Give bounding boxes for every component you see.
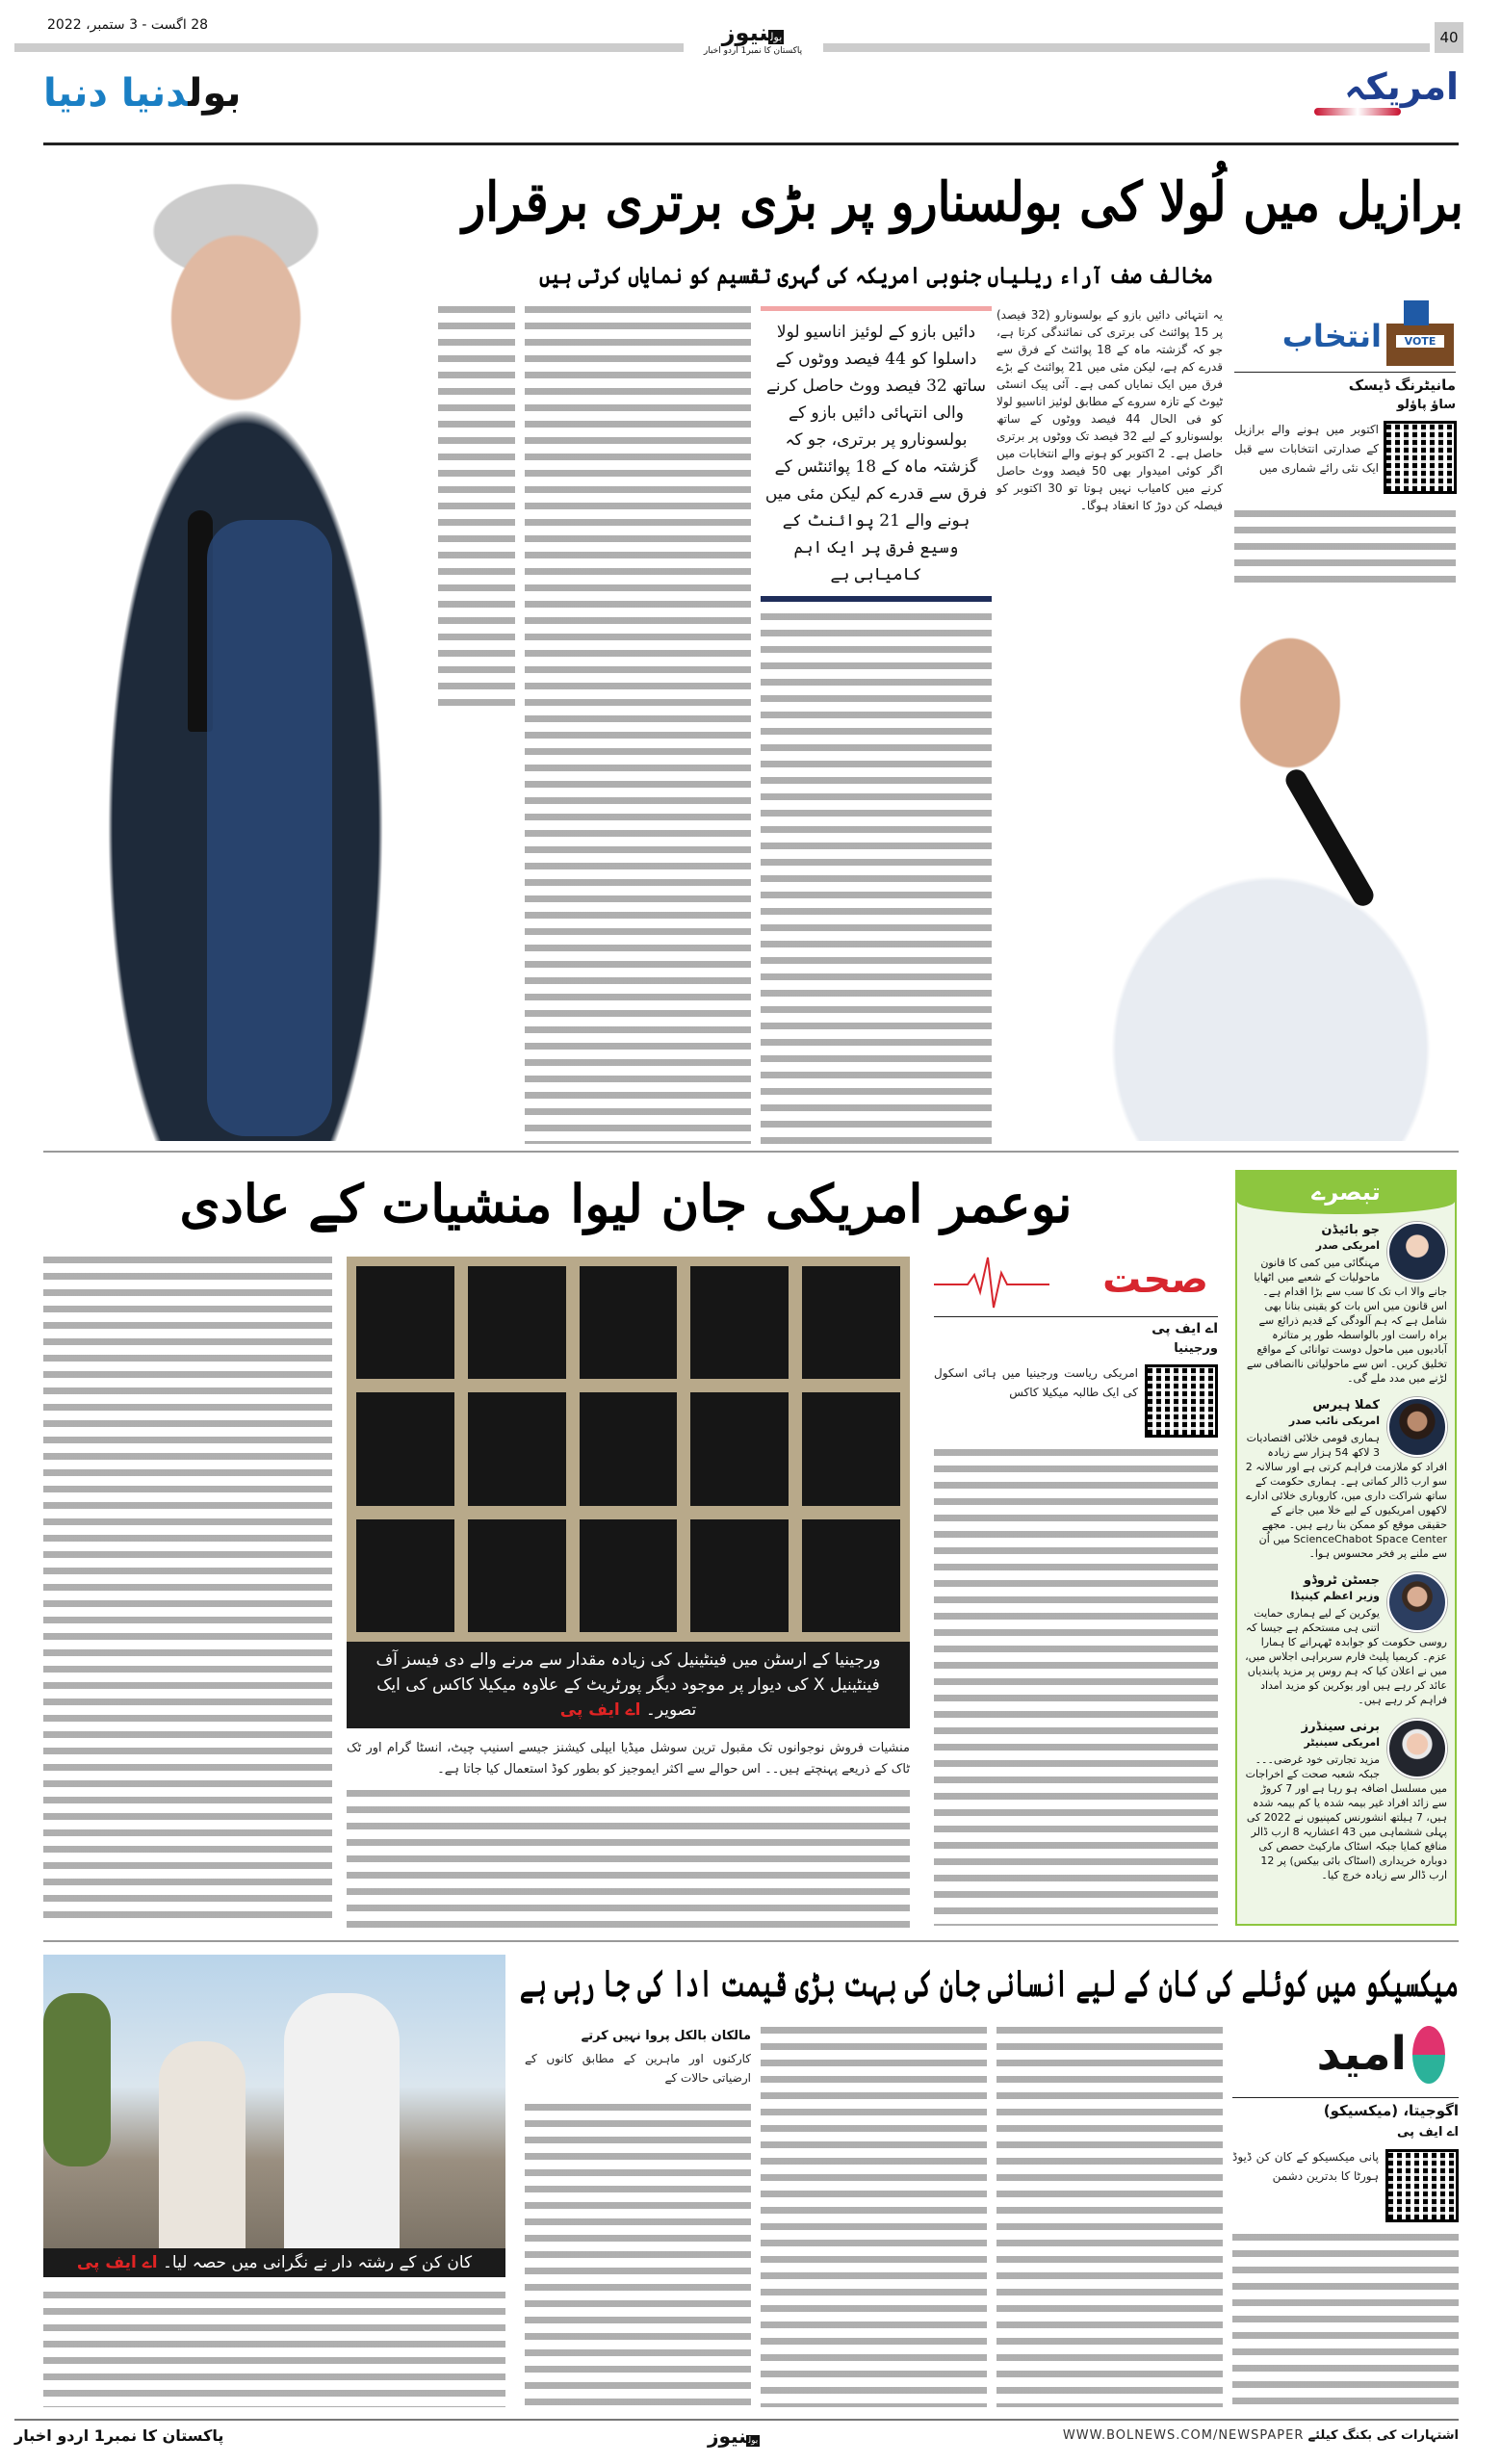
issue-date: 28 اگست - 3 ستمبر، 2022 — [43, 17, 212, 33]
masthead-logo — [686, 19, 820, 56]
section-rule — [43, 143, 1459, 145]
ballot-box-icon — [1386, 324, 1454, 366]
header-bar-left — [14, 43, 684, 52]
person-name: جو بائیڈن — [1321, 1223, 1380, 1237]
footer-logo — [708, 2425, 760, 2448]
vote-logo — [1252, 300, 1456, 368]
vote-label: VOTE — [1396, 335, 1444, 348]
pull-quote: دائیں بازو کے لوئیز اناسیو لولا داسلوا کو 44 فیصد ووٹوں کے ساتھ 32 فیصد ووٹ حاصل کرنے والی انتہائی دائیں بازو کے بولسونارو پر برتری، جو کہ گزشتہ ماہ کے 18 پوائنٹس کے فرق سے قدرے کم لیکن مئی میں ہونے والے 21 پوائنٹ کے وسیع فرق پر ایک اہم کامیابی ہے — [764, 323, 988, 584]
story2-dateline: ورجینیا — [1174, 1341, 1218, 1356]
logo-badge: بول — [770, 31, 783, 43]
story3-col-5 — [525, 2104, 751, 2407]
person-name: کملا ہیرس — [1312, 1398, 1380, 1413]
person-name: برنی سینڈرز — [1301, 1720, 1380, 1734]
story3-dateline: اگوجیتا، (میکسیکو) — [1323, 2102, 1459, 2119]
section-logo-dunya — [43, 69, 241, 117]
umeed-logo — [1252, 2022, 1449, 2089]
story3-col-2 — [1232, 2234, 1459, 2407]
avatar — [1387, 1222, 1447, 1282]
health-logo — [934, 1254, 1218, 1311]
story1-col-4 — [525, 306, 751, 1144]
comments-title-banner — [1237, 1172, 1455, 1214]
story3-headline: میکسیکو میں کوئلے کی کان کے لیے انسانی جان کی بہت بڑی قیمت ادا کی جا رہی ہے — [520, 1961, 1459, 2005]
comment-harris — [1237, 1389, 1455, 1565]
comment-sanders — [1237, 1711, 1455, 1886]
logo-badge: بول — [748, 2436, 759, 2446]
mine-vigil-photo — [43, 1955, 505, 2248]
heartbeat-icon — [934, 1254, 1049, 1311]
logo-part-blue: دنیا دنیا — [43, 71, 189, 116]
story2-qr-code — [1148, 1367, 1215, 1435]
caption-credit: اے ایف پی — [76, 2253, 158, 2272]
avatar — [1387, 1397, 1447, 1457]
story3-byline: اے ایف پی — [1397, 2125, 1459, 2140]
microphone-icon — [1281, 765, 1377, 910]
footer-rule — [14, 2419, 1459, 2421]
page-number: 40 — [1435, 22, 1463, 53]
story3-subhead: مالکان بالکل پروا نہیں کرتے — [581, 2029, 751, 2043]
story1-col-3 — [761, 306, 992, 1144]
story1-qr-code — [1386, 424, 1454, 491]
story3-qr-code — [1388, 2152, 1456, 2219]
umeed-logo-text: امید — [1316, 2027, 1407, 2081]
avatar — [1387, 1572, 1447, 1632]
story3-paragraph: کارکنوں اور ماہرین کے مطابق کانوں کے ارضیاتی حالات کے — [525, 2052, 751, 2085]
byline-rule — [1234, 372, 1456, 373]
masthead-tagline: پاکستان کا نمبر1 اردو اخبار — [703, 46, 803, 56]
story2-lead: امریکی ریاست ورجینیا میں ہائی اسکول کی ایک طالبہ میکیلا کاکس — [934, 1366, 1138, 1399]
story1-col-3-lines — [761, 613, 992, 1144]
person-quote: ہماری قومی خلائی اقتصادیات 3 لاکھ 54 ہزار سے زیادہ افراد کو ملازمت فراہم کرتی ہے اور سالانہ 2 سو ارب ڈالر کماتی ہے۔ ہماری حکومت کے ساتھ شراکت داری میں، کاروباری خلائی ادارے لاکھوں امریکیوں کے لیے خلا میں جانے کے حقیقی موقع کو ممکن بنا رہے ہیں۔ مجھے ScienceChabot Space Center میں اُن سے ملنے پر فخر محسوس ہوا۔ — [1245, 1432, 1447, 1560]
story2-col-3 — [934, 1449, 1218, 1926]
fentanyl-memorial-photo — [347, 1257, 910, 1642]
story1-col-5 — [438, 306, 515, 711]
lula-photo — [43, 154, 428, 1141]
person-title: امریکی نائب صدر — [1288, 1414, 1380, 1427]
person-quote: مہنگائی میں کمی کا قانون ماحولیات کے شعبے میں اٹھایا جانے والا اب تک کا سب سے بڑا اقدام ہے۔ اس قانون میں اس بات کو یقینی بنانا بھی شامل ہے کہ ہم آلودگی کے قدیم ذرائع سے براہ راست اور بالواسطہ طور پر متاثرہ آبادیوں میں ماحول دوست توانائی کے مواقع تخلیق کریں۔ اس سے ماحولیاتی ناانصافی سے لڑنے میں مدد ملے گی۔ — [1246, 1257, 1447, 1385]
person-quote: مزید تجارتی خود غرضی۔۔۔ جبکہ شعبہ صحت کے اخراجات میں مسلسل اضافہ ہو رہا ہے اور 7 کروڑ سے زائد افراد غیر بیمہ شدہ یا کم بیمہ شدہ ہیں، 7 ہیلتھ انشورنس کمپنیوں نے 2022 کی پہلی ششماہی میں 43 اعشاریہ 8 ارب ڈالر منافع کمایا جبکہ اسٹاک مارکیٹ حصص کی دوبارہ خریداری (اسٹاک بائی بیکس) پر 12 ارب ڈالر سے زیادہ خرچ کیا۔ — [1245, 1753, 1447, 1881]
footer-website[interactable]: WWW.BOLNEWS.COM/NEWSPAPER — [1062, 2428, 1305, 2443]
bolsonaro-photo — [1001, 597, 1459, 1141]
story1-lead: اکتوبر میں ہونے والے برازیل کے صدارتی انتخابات سے قبل ایک نئی رائے شماری میں — [1234, 423, 1379, 475]
hand-heart-icon — [1412, 2026, 1445, 2084]
footer-ads-label: اشتہارات کی بکنگ کیلئے — [1307, 2428, 1459, 2443]
story1-headline: برازیل میں لُولا کی بولسنارو پر بڑی برتری برقرار — [462, 170, 1463, 234]
story2-headline: نوعمر امریکی جان لیوا منشیات کے عادی — [179, 1173, 1073, 1234]
logo-part-black: بول — [188, 71, 242, 116]
section-divider-2 — [43, 1940, 1459, 1942]
caption-text: ورجینیا کے ارسٹن میں فینٹینیل کی زیادہ مقدار سے مرنے والے دی فیسز آف فینٹینیل X کی دیوار پر موجود دیگر پورٹریٹ کے علاوہ میکیلا کاکس کی ایک تصویر۔ — [375, 1650, 881, 1720]
story1-paragraph: یہ انتہائی دائیں بازو کے بولسونارو (32 فیصد) پر 15 پوائنٹ کی برتری کی نمائندگی کرتا ہے، جو کہ گزشتہ ماہ کے 18 پوائنٹ کے فرق سے قدرے کم ہے، لیکن مئی میں 21 پوائنٹ کے بڑے فرق میں ایک نمایاں کمی ہے۔ آئی پیک انسٹی ٹیوٹ کے تازہ سروے کے مطابق لوئیز اناسیو لولا کو فی الحال 44 فیصد ووٹوں کے ساتھ بولسونارو کے لیے 32 فیصد تک ووٹوں پر برتری حاصل ہے۔ 2 اکتوبر کو ہونے والے انتخابات میں اگر کوئی امیدوار بھی 50 فیصد ووٹ حاصل کرنے میں کامیاب نہیں ہوتا تو 30 اکتوبر کو فیصلہ کن دوڑ کا انعقاد ہوگا۔ — [996, 308, 1224, 512]
story2-col-2 — [347, 1790, 910, 1931]
comments-sidebar — [1235, 1170, 1457, 1926]
comment-biden — [1237, 1214, 1455, 1389]
america-logo-text: امریکہ — [1344, 65, 1459, 108]
logo-text: نیوز — [708, 2425, 747, 2448]
person-quote: یوکرین کے لیے ہماری حمایت اتنی ہی مستحکم ہے جیسا کہ روسی حکومت کو جوابدہ ٹھہرانے کا ہمارا عزم۔ کریمیا پلیٹ فارم سربراہی اجلاس میں، میں نے اعلان کیا کہ ہم روس پر مزید پابندیاں عائد کر رہے ہیں اور یوکرین کو مزید امداد فراہم کر رہے ہیں۔ — [1245, 1607, 1447, 1706]
caption-credit: اے ایف پی — [559, 1700, 641, 1720]
story3-caption — [43, 2248, 505, 2277]
story1-byline: مانیٹرنگ ڈیسک — [1348, 376, 1456, 394]
comment-trudeau — [1237, 1565, 1455, 1711]
avatar — [1387, 1719, 1447, 1778]
story3-col-3 — [996, 2027, 1223, 2407]
story2-center-column — [347, 1257, 910, 1931]
story2-paragraph: منشیات فروش نوجوانوں تک مقبول ترین سوشل میڈیا ایپلی کیشنز جیسے اسنیپ چیٹ، انسٹا گرام اور ٹک ٹاک کے ذریعے پہنچتے ہیں۔۔ اس حوالے سے اکثر ایموجیز کو بطور کوڈ استعمال کیا جاتا ہے۔ — [347, 1741, 910, 1777]
story3-col-1 — [43, 2292, 505, 2407]
health-rule — [934, 1316, 1218, 1317]
person-name: جسٹن ٹروڈو — [1303, 1573, 1380, 1588]
health-logo-text: صحت — [1102, 1258, 1208, 1302]
logo-text: نیوز — [721, 19, 769, 46]
pull-quote-box — [761, 306, 992, 602]
footer-ads — [924, 2428, 1459, 2443]
caption-text: کان کن کے رشتہ دار نے نگرانی میں حصہ لیا۔ — [162, 2253, 473, 2272]
story1-dateline: ساؤ پاؤلو — [1396, 398, 1456, 412]
comments-title: تبصرے — [1311, 1179, 1381, 1206]
person-title: امریکی صدر — [1315, 1239, 1380, 1252]
umeed-rule — [1232, 2097, 1459, 2098]
vote-logo-text: انتخاب — [1281, 318, 1382, 354]
story1-col-1 — [1234, 510, 1456, 583]
section-divider-1 — [43, 1151, 1459, 1153]
person-title: امریکی سینیٹر — [1304, 1736, 1380, 1749]
story2-byline: اے ایف پی — [1152, 1321, 1218, 1336]
story3-lead: پانی میکسیکو کے کان کن ڈیوڈ ہورٹا کا بدترین دشمن — [1232, 2150, 1379, 2183]
header-bar-right — [823, 43, 1430, 52]
story2-caption — [347, 1642, 910, 1728]
flag-swoosh-icon — [1314, 108, 1401, 116]
story1-subhead: مخالف صف آراء ریلیاں جنوبی امریکہ کی گہری تقسیم کو نمایاں کرتی ہیں — [539, 261, 1213, 289]
section-logo-america — [1285, 65, 1459, 116]
footer-tagline: پاکستان کا نمبر1 اردو اخبار — [14, 2426, 224, 2445]
story2-col-1 — [43, 1257, 332, 1926]
person-title: وزیر اعظم کینیڈا — [1290, 1590, 1380, 1602]
story3-col-4 — [761, 2027, 987, 2407]
